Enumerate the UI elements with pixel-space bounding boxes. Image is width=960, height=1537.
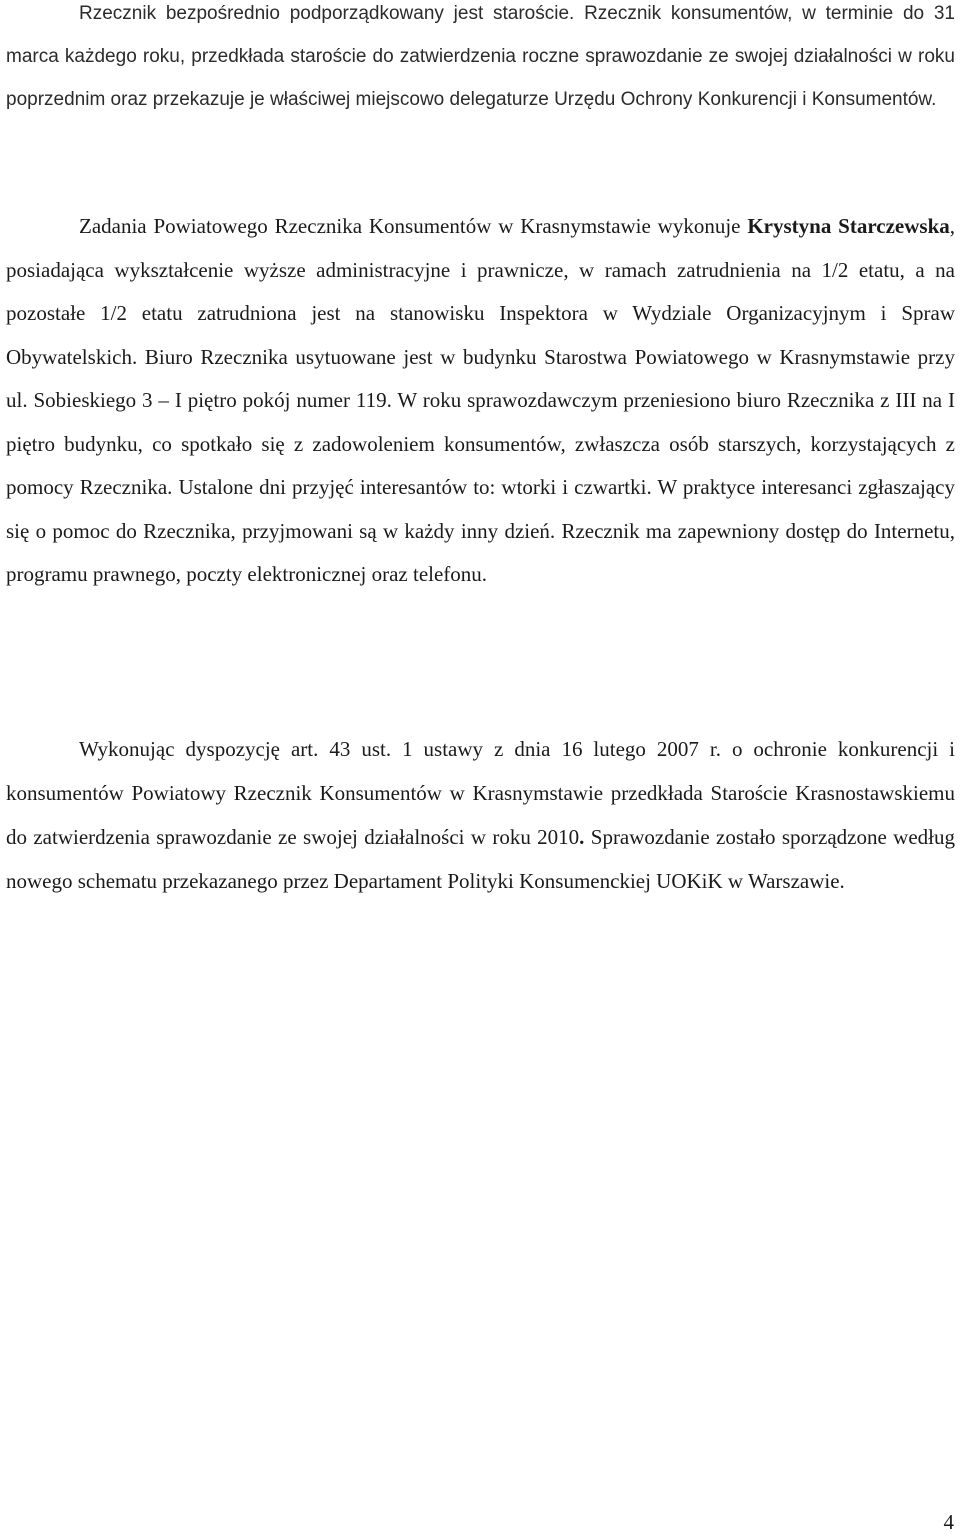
paragraph-report-submission (6, 727, 955, 903)
page-number: 4 (943, 1510, 954, 1534)
paragraph-2-rest: , posiadająca wykształcenie wyższe administracyjne i prawnicze, w ramach zatrudnienia na 1/2 etatu, a na pozostałe 1/2 etatu zatrudniona jest na stanowisku Inspektora w Wydziale Organizacyjnym i Spraw Obywatelskich. Biuro Rzecznika usytuowane jest w budynku Starostwa Powiatowego w Krasnymstawie przy ul. Sobieskiego 3 – I piętro pokój numer 119. W roku sprawozdawczym przeniesiono biuro Rzecznika z III na I piętro budynku, co spotkało się z zadowoleniem konsumentów, zwłaszcza osób starszych, korzystających z pomocy Rzecznika. Ustalone dni przyjęć interesantów to: wtorki i czwartki. W praktyce interesanci zgłaszający się o pomoc do Rzecznika, przyjmowani są w każdy inny dzień. Rzecznik ma zapewniony dostęp do Internetu, programu prawnego, poczty elektronicznej oraz telefonu. (6, 214, 956, 586)
paragraph-3-main: Wykonując dyspozycję art. 43 ust. 1 ustawy z dnia 16 lutego 2007 r. o ochronie konkurencji i konsumentów Powiatowy Rzecznik Konsumentów w Krasnymstawie przedkłada Staroście Krasnostawskiemu do zatwierdzenia sprawozdanie ze swojej działalności w roku 2010 (6, 737, 955, 849)
paragraph-3-bold-dot: . (579, 825, 585, 849)
rzecznik-name: Krystyna Starczewska (747, 214, 950, 238)
paragraph-rzecznik-duties: Rzecznik bezpośrednio podporządkowany jest staroście. Rzecznik konsumentów, w terminie do 31 marca każdego roku, przedkłada staroście do zatwierdzenia roczne sprawozdanie ze swojej działalności w roku poprzednim oraz przekazuje je właściwej miejscowo delegaturze Urzędu Ochrony Konkurencji i Konsumentów. (6, 3, 955, 110)
paragraph-rzecznik-staff (6, 205, 955, 597)
paragraph-2-intro: Zadania Powiatowego Rzecznika Konsumentów w Krasnymstawie wykonuje (79, 214, 741, 238)
paragraph-3-end: Sprawozdanie zostało sporządzone według nowego schematu przekazanego przez Departament Polityki Konsumenckiej UOKiK w Warszawie. (6, 825, 955, 893)
